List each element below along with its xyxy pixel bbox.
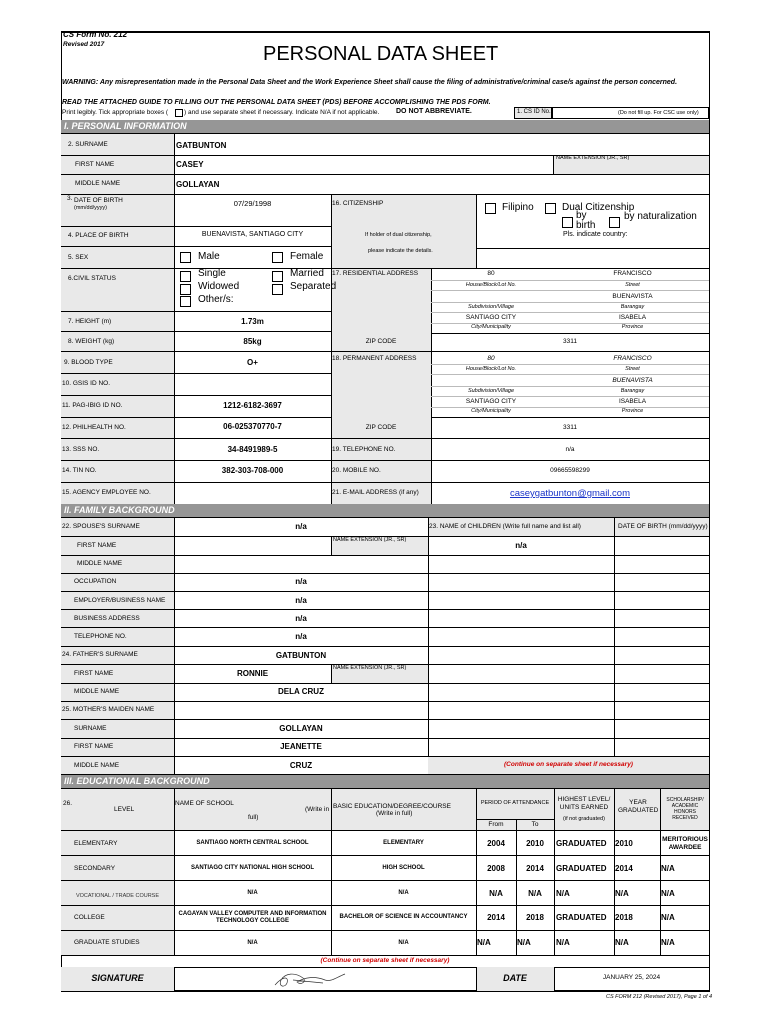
tick-sample-checkbox xyxy=(175,109,183,117)
perm-street-value[interactable]: FRANCISCO xyxy=(613,355,652,362)
dob-number: 3. xyxy=(67,195,73,202)
widowed-checkbox[interactable] xyxy=(180,284,191,295)
print-legibly-a: Print legibly. Tick appropriate boxes ( xyxy=(62,109,169,116)
edu-row-school[interactable]: N/A xyxy=(247,940,258,946)
weight-value[interactable]: 85kg xyxy=(243,337,262,346)
edu-row-to[interactable]: 2018 xyxy=(526,913,544,922)
warning-text: WARNING: Any misrepresentation made in the Personal Data Sheet and the Work Experience Sheet shall cause the filing of administrative/criminal case/s against the person concerned. xyxy=(62,79,678,86)
family-continue-note: (Continue on separate sheet if necessary) xyxy=(504,761,633,768)
perm-subdivision-label: Subdivision/Village xyxy=(467,388,515,394)
indicate-country-label: Pls. indicate country: xyxy=(563,231,628,238)
child-1-value[interactable]: n/a xyxy=(515,541,527,550)
edu-row-from[interactable]: 2014 xyxy=(487,913,505,922)
mother-surname-label: SURNAME xyxy=(74,725,107,732)
pob-value[interactable]: BUENAVISTA, SANTIAGO CITY xyxy=(201,231,304,238)
by-naturalization-checkbox[interactable] xyxy=(609,217,620,228)
edu-row-highest[interactable]: GRADUATED xyxy=(556,864,607,873)
edu-write-in-label: (Write in xyxy=(305,806,330,813)
philhealth-label: 12. PHILHEALTH NO. xyxy=(62,424,126,431)
telephone-label: 19. TELEPHONE NO. xyxy=(332,446,396,453)
edu-row-course[interactable]: N/A xyxy=(398,940,409,946)
married-label: Married xyxy=(290,268,324,279)
spouse-telephone-label: TELEPHONE NO. xyxy=(74,633,127,640)
edu-row-highest[interactable]: N/A xyxy=(556,889,570,898)
signature-field[interactable] xyxy=(175,968,475,990)
res-zip-value[interactable]: 3311 xyxy=(563,338,577,345)
country-dropdown[interactable] xyxy=(476,248,709,268)
edu-row-level: SECONDARY xyxy=(74,865,116,872)
first-name-value[interactable]: CASEY xyxy=(176,160,204,169)
filipino-label: Filipino xyxy=(502,202,534,213)
father-first-value[interactable]: RONNIE xyxy=(236,669,269,678)
edu-row-level: COLLEGE xyxy=(74,914,105,921)
civil-status-label: 6.CIVIL STATUS xyxy=(68,275,116,282)
pagibig-value[interactable]: 1212-6182-3697 xyxy=(223,401,282,410)
edu-row-school[interactable]: SANTIAGO CITY NATIONAL HIGH SCHOOL xyxy=(190,865,314,871)
separated-label: Separated xyxy=(290,281,337,292)
edu-row-highest[interactable]: GRADUATED xyxy=(556,839,607,848)
edu-continue-note: (Continue on separate sheet if necessary) xyxy=(320,957,450,964)
married-checkbox[interactable] xyxy=(272,271,283,282)
edu-full-label: full) xyxy=(248,814,259,821)
section-educational-background: III. EDUCATIONAL BACKGROUND xyxy=(61,775,709,788)
spouse-surname-label: 22. SPOUSE'S SURNAME xyxy=(62,523,140,530)
edu-row-from[interactable]: N/A xyxy=(489,889,503,898)
edu-row-from[interactable]: N/A xyxy=(477,938,491,947)
surname-label: 2. SURNAME xyxy=(68,141,108,148)
father-surname-value[interactable]: GATBUNTON xyxy=(275,651,327,660)
mother-middle-label: MIDDLE NAME xyxy=(74,762,120,769)
father-name-ext-label: NAME EXTENSION (JR., SR) xyxy=(333,665,407,671)
edu-row-honors[interactable]: N/A xyxy=(661,938,675,947)
tin-label: 14. TIN NO. xyxy=(62,467,97,474)
blood-type-label: 9. BLOOD TYPE xyxy=(64,359,113,366)
perm-zip-label: ZIP CODE xyxy=(365,424,397,431)
surname-value[interactable]: GATBUNTON xyxy=(176,141,227,150)
res-barangay-value[interactable]: BUENAVISTA xyxy=(612,293,653,300)
middle-name-label: MIDDLE NAME xyxy=(75,180,121,187)
female-label: Female xyxy=(290,251,324,262)
separated-checkbox[interactable] xyxy=(272,284,283,295)
citizenship-label: 16. CITIZENSHIP xyxy=(332,200,384,207)
height-value[interactable]: 1.73m xyxy=(241,317,264,326)
form-footer: CS FORM 212 (Revised 2017), Page 1 of 4 xyxy=(606,994,713,1000)
male-label: Male xyxy=(198,251,220,262)
employer-label: EMPLOYER/BUSINESS NAME xyxy=(74,597,166,604)
edu-row-course[interactable]: N/A xyxy=(398,890,409,896)
edu-row-to[interactable]: 2010 xyxy=(526,839,544,848)
edu-row-honors[interactable]: N/A xyxy=(661,889,675,898)
residential-address-label: 17. RESIDENTIAL ADDRESS xyxy=(332,270,419,277)
telephone-value[interactable]: n/a xyxy=(565,446,575,453)
philhealth-value[interactable]: 06-025370770-7 xyxy=(223,422,282,431)
edu-school-label: NAME OF SCHOOL xyxy=(175,800,234,807)
mother-middle-value[interactable]: CRUZ xyxy=(289,761,313,770)
city-label: City/Municipality xyxy=(471,324,511,330)
dual-note-1: If holder of dual citizenship, xyxy=(365,232,432,238)
section-family-background: II. FAMILY BACKGROUND xyxy=(61,504,709,517)
mother-maiden-label: 25. MOTHER'S MAIDEN NAME xyxy=(62,706,155,713)
widowed-label: Widowed xyxy=(198,281,240,292)
by-birth-checkbox[interactable] xyxy=(562,217,573,228)
section-personal-info: I. PERSONAL INFORMATION xyxy=(61,120,709,133)
edu-highest-label: HIGHEST LEVEL/ UNITS EARNED xyxy=(557,796,611,811)
edu-row-highest[interactable]: N/A xyxy=(556,938,570,947)
sex-label: 5. SEX xyxy=(68,254,89,261)
others-checkbox[interactable] xyxy=(180,296,191,307)
dual-citizenship-checkbox[interactable] xyxy=(545,203,556,214)
mobile-label: 20. MOBILE NO. xyxy=(332,467,381,474)
spouse-first-label: FIRST NAME xyxy=(77,542,117,549)
edu-row-highest[interactable]: GRADUATED xyxy=(556,913,607,922)
cs-id-note: (Do not fill up. For CSC use only) xyxy=(618,110,699,116)
perm-province-label: Province xyxy=(621,408,644,414)
edu-honors-label: SCHOLARSHIP/ ACADEMIC HONORS RECEIVED xyxy=(666,797,704,821)
edu-row-from[interactable]: 2004 xyxy=(487,839,505,848)
edu-row-school[interactable]: N/A xyxy=(247,890,258,896)
res-city-value[interactable]: SANTIAGO CITY xyxy=(465,314,517,321)
father-middle-value[interactable]: DELA CRUZ xyxy=(278,687,324,696)
perm-city-value[interactable]: SANTIAGO CITY xyxy=(465,398,517,405)
print-legibly-b: ) and use separate sheet if necessary. Indicate N/A if not applicable. xyxy=(184,109,380,116)
edu-course-label: BASIC EDUCATION/DEGREE/COURSE xyxy=(333,803,451,810)
edu-from-label: From xyxy=(488,821,504,828)
children-label: 23. NAME of CHILDREN (Write full name and list all) xyxy=(429,523,581,530)
middle-name-value[interactable]: GOLLAYAN xyxy=(176,180,220,189)
street-label: Street xyxy=(625,282,640,288)
signature-label: SIGNATURE xyxy=(91,973,144,983)
pagibig-label: 11. PAG-IBIG ID NO. xyxy=(62,402,123,409)
male-checkbox[interactable] xyxy=(180,252,191,263)
res-house-value[interactable]: 80 xyxy=(487,270,495,277)
date-label: DATE xyxy=(503,973,527,983)
edu-row-level: GRADUATE STUDIES xyxy=(74,939,140,946)
edu-row-course[interactable]: ELEMENTARY xyxy=(383,840,424,846)
gsis-label: 10. GSIS ID NO. xyxy=(62,380,111,387)
business-address-label: BUSINESS ADDRESS xyxy=(74,615,140,622)
height-label: 7. HEIGHT (m) xyxy=(68,318,112,325)
edu-row-honors[interactable]: N/A xyxy=(661,913,675,922)
edu-row-level: ELEMENTARY xyxy=(74,840,118,847)
res-street-value[interactable]: FRANCISCO xyxy=(613,270,652,277)
business-address-value[interactable]: n/a xyxy=(295,614,307,623)
mother-first-label: FIRST NAME xyxy=(74,743,114,750)
subdivision-label: Subdivision/Village xyxy=(467,304,515,310)
edu-highest-sub: (if not graduated) xyxy=(563,816,605,822)
house-block-label: House/Block/Lot No. xyxy=(465,282,517,288)
signature-image xyxy=(175,968,475,990)
sss-value[interactable]: 34-8491989-5 xyxy=(227,445,278,454)
edu-row-honors[interactable]: N/A xyxy=(661,864,675,873)
name-extension-label: NAME EXTENSION (JR., SR) xyxy=(556,155,630,161)
mother-first-value[interactable]: JEANETTE xyxy=(280,742,322,751)
form-number: CS Form No. 212 xyxy=(63,30,128,39)
dob-label: DATE OF BIRTH xyxy=(74,197,123,204)
dual-note-2: please indicate the details. xyxy=(368,248,433,254)
edu-row-year[interactable]: N/A xyxy=(615,889,629,898)
perm-barangay-value[interactable]: BUENAVISTA xyxy=(612,377,653,384)
mother-surname-value[interactable]: GOLLAYAN xyxy=(279,724,323,733)
province-label: Province xyxy=(621,324,644,330)
edu-row-to[interactable]: N/A xyxy=(517,938,531,947)
first-name-label: FIRST NAME xyxy=(75,161,115,168)
email-value[interactable]: caseygatbunton@gmail.com xyxy=(509,488,630,499)
perm-zip-value[interactable]: 3311 xyxy=(563,424,577,431)
tin-value[interactable]: 382-303-708-000 xyxy=(221,466,284,475)
perm-street-label: Street xyxy=(625,366,640,372)
blood-type-value[interactable]: O+ xyxy=(247,358,258,367)
dob-format-label: (mm/dd/yyyy) xyxy=(74,205,107,211)
perm-province-value[interactable]: ISABELA xyxy=(618,398,647,405)
res-zip-label: ZIP CODE xyxy=(365,338,397,345)
dual-citizenship-label: Dual Citizenship xyxy=(562,202,635,213)
edu-row-school[interactable]: CAGAYAN VALLEY COMPUTER AND INFORMATION TECHNOLOGY COLLEGE xyxy=(178,911,327,924)
weight-label: 8. WEIGHT (kg) xyxy=(68,338,115,345)
father-middle-label: MIDDLE NAME xyxy=(74,688,120,695)
date-value[interactable]: JANUARY 25, 2024 xyxy=(602,974,661,981)
civil-status-options xyxy=(175,268,337,310)
barangay-label: Barangay xyxy=(620,304,645,310)
edu-row-year[interactable]: 2014 xyxy=(615,864,633,873)
edu-row-school[interactable]: SANTIAGO NORTH CENTRAL SCHOOL xyxy=(196,840,309,846)
edu-course-sub: (Write in full) xyxy=(376,810,413,817)
cs-id-label: 1. CS ID No. xyxy=(517,109,551,115)
female-checkbox[interactable] xyxy=(272,252,283,263)
sss-label: 13. SSS NO. xyxy=(62,446,100,453)
edu-period-label: PERIOD OF ATTENDANCE xyxy=(480,800,550,806)
father-surname-label: 24. FATHER'S SURNAME xyxy=(62,651,138,658)
spouse-surname-value[interactable]: n/a xyxy=(295,522,307,531)
perm-barangay-label: Barangay xyxy=(620,388,645,394)
perm-city-label: City/Municipality xyxy=(471,408,511,414)
spouse-name-ext-label: NAME EXTENSION (JR., SR) xyxy=(333,537,407,543)
email-label: 21. E-MAIL ADDRESS (if any) xyxy=(332,489,419,496)
edu-row-to[interactable]: 2014 xyxy=(526,864,544,873)
edu-to-label: To xyxy=(531,821,539,828)
filipino-checkbox[interactable] xyxy=(485,203,496,214)
father-first-label: FIRST NAME xyxy=(74,670,114,677)
edu-row-level: VOCATIONAL / TRADE COURSE xyxy=(75,893,160,899)
others-label: Other/s: xyxy=(198,294,234,305)
edu-row-year[interactable]: 2018 xyxy=(615,913,633,922)
employer-value[interactable]: n/a xyxy=(295,596,307,605)
res-province-value[interactable]: ISABELA xyxy=(618,314,647,321)
by-birth-label: by birth xyxy=(576,210,596,231)
agency-employee-label: 15. AGENCY EMPLOYEE NO. xyxy=(62,489,151,496)
occupation-value[interactable]: n/a xyxy=(295,577,307,586)
child-dob-label: DATE OF BIRTH (mm/dd/yyyy) xyxy=(618,523,708,530)
perm-house-block-label: House/Block/Lot No. xyxy=(465,366,517,372)
page-title: PERSONAL DATA SHEET xyxy=(263,43,499,65)
edu-year-graduated-label: YEAR GRADUATED xyxy=(618,799,659,814)
single-label: Single xyxy=(198,268,226,279)
mobile-value[interactable]: 09665598299 xyxy=(550,467,590,474)
perm-house-value[interactable]: 80 xyxy=(487,355,495,362)
edu-row-from[interactable]: 2008 xyxy=(487,864,505,873)
read-guide-text: READ THE ATTACHED GUIDE TO FILLING OUT THE PERSONAL DATA SHEET (PDS) BEFORE ACCOMPLISHING THE PDS FORM. xyxy=(62,99,491,106)
pob-label: 4. PLACE OF BIRTH xyxy=(68,232,129,239)
occupation-label: OCCUPATION xyxy=(74,578,117,585)
edu-row-year[interactable]: N/A xyxy=(615,938,629,947)
do-not-abbreviate: DO NOT ABBREVIATE. xyxy=(396,108,472,115)
permanent-address-label: 18. PERMANENT ADDRESS xyxy=(332,355,417,362)
edu-row-to[interactable]: N/A xyxy=(528,889,542,898)
by-naturalization-label: by naturalization xyxy=(624,211,697,222)
edu-num: 26. xyxy=(63,800,73,807)
single-checkbox[interactable] xyxy=(180,271,191,282)
edu-row-honors[interactable]: MERITORIOUS AWARDEE xyxy=(662,836,708,851)
edu-level-label: LEVEL xyxy=(114,806,135,813)
edu-row-course[interactable]: BACHELOR OF SCIENCE IN ACCOUNTANCY xyxy=(339,914,468,920)
revised-label: Revised 2017 xyxy=(63,41,105,48)
spouse-middle-label: MIDDLE NAME xyxy=(77,560,123,567)
edu-row-year[interactable]: 2010 xyxy=(615,839,633,848)
dob-value[interactable]: 07/29/1998 xyxy=(233,199,272,208)
spouse-telephone-value[interactable]: n/a xyxy=(295,632,307,641)
edu-row-course[interactable]: HIGH SCHOOL xyxy=(382,865,425,871)
